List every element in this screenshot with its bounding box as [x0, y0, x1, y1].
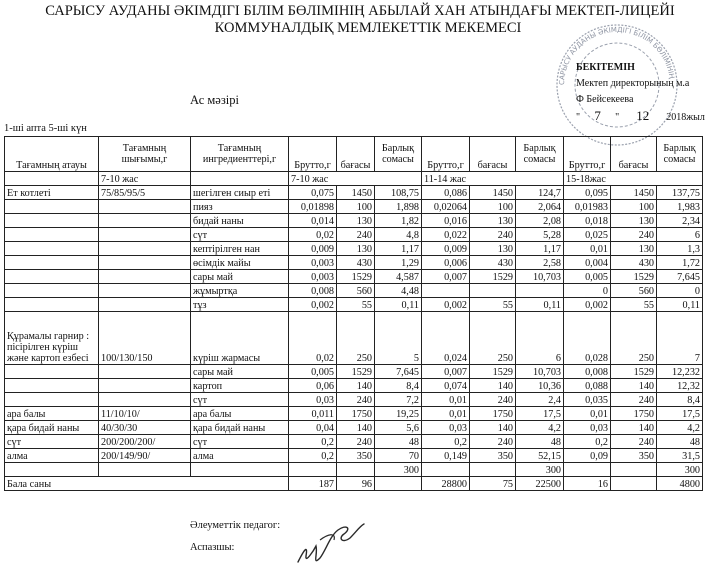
- age-group-row: [5, 172, 703, 186]
- signature-cook-label: Аспазшы:: [190, 542, 235, 553]
- table-cell: картоп: [191, 379, 289, 393]
- signature-pedagogue-label: Әлеуметтік педагог:: [190, 520, 281, 531]
- table-cell: 300: [657, 463, 703, 477]
- table-cell: [470, 463, 516, 477]
- table-cell: 0,025: [564, 228, 611, 242]
- table-cell: [5, 200, 99, 214]
- table-cell: 1450: [470, 186, 516, 200]
- table-cell: [289, 463, 337, 477]
- total-cell: 75: [470, 477, 516, 491]
- table-cell: [422, 284, 470, 298]
- table-cell: 0,01: [564, 407, 611, 421]
- table-cell: 250: [337, 312, 375, 365]
- table-cell: 430: [611, 256, 657, 270]
- table-cell: [99, 256, 191, 270]
- total-cell: [375, 477, 422, 491]
- table-cell: 7,645: [375, 365, 422, 379]
- table-cell: ара балы: [5, 407, 99, 421]
- table-cell: 240: [337, 228, 375, 242]
- table-cell: [422, 463, 470, 477]
- table-cell: 100: [470, 200, 516, 214]
- table-cell: 130: [611, 214, 657, 228]
- table-row: [5, 421, 703, 435]
- table-cell: 108,75: [375, 186, 422, 200]
- table-cell: сүт: [5, 435, 99, 449]
- table-cell: 140: [470, 421, 516, 435]
- table-cell: 140: [337, 379, 375, 393]
- table-cell: 0,086: [422, 186, 470, 200]
- table-cell: [99, 214, 191, 228]
- table-cell: 300: [375, 463, 422, 477]
- table-cell: [5, 284, 99, 298]
- table-cell: 1750: [337, 407, 375, 421]
- table-cell: 0,02: [289, 312, 337, 365]
- table-cell: [99, 365, 191, 379]
- table-cell: 250: [470, 312, 516, 365]
- table-cell: 0,003: [289, 256, 337, 270]
- table-cell: 0,007: [422, 270, 470, 284]
- date-year: 2018жыл: [666, 112, 705, 123]
- table-cell: 1,3: [657, 242, 703, 256]
- table-cell: 0,149: [422, 449, 470, 463]
- table-cell: 19,25: [375, 407, 422, 421]
- table-cell: [564, 463, 611, 477]
- table-cell: 0,088: [564, 379, 611, 393]
- table-cell: 0,009: [289, 242, 337, 256]
- table-cell: Құрамалы гарнир : пісірілген күріш және картоп езбесі: [5, 312, 99, 365]
- svg-text:САРЫСУ АУДАНЫ ӘКІМДІГІ БІЛІМ Б: САРЫСУ АУДАНЫ ӘКІМДІГІ БІЛІМ БӨЛІМІНІҢ: [557, 25, 676, 86]
- table-cell: 130: [470, 242, 516, 256]
- table-cell: 240: [470, 393, 516, 407]
- table-cell: 0,01: [564, 242, 611, 256]
- total-cell: 187: [289, 477, 337, 491]
- table-cell: 1,82: [375, 214, 422, 228]
- table-cell: 0,022: [422, 228, 470, 242]
- table-cell: 0,03: [564, 421, 611, 435]
- table-cell: 0,074: [422, 379, 470, 393]
- table-cell: 140: [611, 421, 657, 435]
- table-cell: 240: [611, 228, 657, 242]
- table-cell: 0,024: [422, 312, 470, 365]
- col-header: Барлық сомасы: [657, 137, 703, 172]
- table-cell: 8,4: [657, 393, 703, 407]
- table-cell: 48: [657, 435, 703, 449]
- table-cell: 137,75: [657, 186, 703, 200]
- table-cell: өсімдік майы: [191, 256, 289, 270]
- table-cell: 0,04: [289, 421, 337, 435]
- table-cell: 4,2: [516, 421, 564, 435]
- table-cell: 52,15: [516, 449, 564, 463]
- table-row: [5, 200, 703, 214]
- table-cell: 12,232: [657, 365, 703, 379]
- table-cell: 240: [470, 228, 516, 242]
- table-cell: 200/200/200/: [99, 435, 191, 449]
- header-line-1: САРЫСУ АУДАНЫ ӘКІМДІГІ БІЛІМ БӨЛІМІНІҢ АБЫЛАЙ ХАН АТЫНДАҒЫ МЕКТЕП-ЛИЦЕЙІ: [45, 3, 675, 19]
- table-cell: 55: [611, 298, 657, 312]
- age-cell: [191, 172, 289, 186]
- table-cell: 0,011: [289, 407, 337, 421]
- table-cell: 1529: [611, 365, 657, 379]
- col-header: Брутто,г: [564, 137, 611, 172]
- table-cell: [337, 463, 375, 477]
- table-cell: [611, 463, 657, 477]
- total-cell: Бала саны: [5, 477, 289, 491]
- table-cell: алма: [191, 449, 289, 463]
- table-cell: күріш жармасы: [191, 312, 289, 365]
- table-cell: [99, 270, 191, 284]
- table-cell: 300: [516, 463, 564, 477]
- table-cell: [5, 393, 99, 407]
- table-cell: [5, 270, 99, 284]
- total-cell: 22500: [516, 477, 564, 491]
- col-header: бағасы: [470, 137, 516, 172]
- table-cell: 1529: [337, 270, 375, 284]
- table-cell: 1,898: [375, 200, 422, 214]
- table-cell: 100/130/150: [99, 312, 191, 365]
- table-cell: 0,002: [422, 298, 470, 312]
- table-cell: 1529: [470, 270, 516, 284]
- table-cell: 560: [611, 284, 657, 298]
- approval-position: Мектеп директорының м.а: [576, 78, 690, 89]
- table-cell: 40/30/30: [99, 421, 191, 435]
- table-cell: [99, 200, 191, 214]
- table-cell: 130: [337, 242, 375, 256]
- table-cell: 0,02064: [422, 200, 470, 214]
- table-cell: 0,09: [564, 449, 611, 463]
- total-cell: 96: [337, 477, 375, 491]
- table-cell: 140: [611, 379, 657, 393]
- table-row: [5, 284, 703, 298]
- table-cell: 4,48: [375, 284, 422, 298]
- col-header: Тағамның шығымы,г: [99, 137, 191, 172]
- table-cell: 10,703: [516, 365, 564, 379]
- table-cell: 1450: [611, 186, 657, 200]
- table-cell: сүт: [191, 228, 289, 242]
- table-cell: 130: [470, 214, 516, 228]
- table-cell: 1750: [611, 407, 657, 421]
- table-cell: 240: [337, 393, 375, 407]
- table-row: [5, 435, 703, 449]
- table-cell: бидай наны: [191, 214, 289, 228]
- table-cell: сары май: [191, 365, 289, 379]
- table-row: [5, 407, 703, 421]
- table-cell: [5, 298, 99, 312]
- table-cell: 0,016: [422, 214, 470, 228]
- table-cell: 1,17: [516, 242, 564, 256]
- table-cell: 430: [337, 256, 375, 270]
- table-cell: 0,028: [564, 312, 611, 365]
- col-header: Брутто,г: [289, 137, 337, 172]
- table-cell: 560: [337, 284, 375, 298]
- total-cell: 4800: [657, 477, 703, 491]
- table-cell: 6: [516, 312, 564, 365]
- table-cell: 1450: [337, 186, 375, 200]
- table-cell: [99, 228, 191, 242]
- table-cell: 0,075: [289, 186, 337, 200]
- age-cell: 11-14 жас: [422, 172, 564, 186]
- age-cell: 15-18жас: [564, 172, 703, 186]
- table-cell: 2,58: [516, 256, 564, 270]
- table-cell: 2,4: [516, 393, 564, 407]
- table-cell: 10,703: [516, 270, 564, 284]
- table-cell: [99, 379, 191, 393]
- approval-date: [576, 110, 705, 124]
- table-cell: 0,03: [289, 393, 337, 407]
- table-cell: 0,11: [516, 298, 564, 312]
- table-cell: 1529: [611, 270, 657, 284]
- table-cell: 0,06: [289, 379, 337, 393]
- table-cell: 0,11: [375, 298, 422, 312]
- table-cell: 1,72: [657, 256, 703, 270]
- table-cell: 0,2: [564, 435, 611, 449]
- table-cell: [99, 242, 191, 256]
- table-cell: 1,17: [375, 242, 422, 256]
- table-cell: [99, 298, 191, 312]
- table-cell: 4,2: [657, 421, 703, 435]
- table-cell: 130: [337, 214, 375, 228]
- table-cell: 7: [657, 312, 703, 365]
- table-cell: 240: [611, 393, 657, 407]
- table-cell: 1,29: [375, 256, 422, 270]
- table-cell: 1529: [337, 365, 375, 379]
- table-cell: 5: [375, 312, 422, 365]
- table-cell: 140: [470, 379, 516, 393]
- table-row: [5, 256, 703, 270]
- table-cell: [99, 284, 191, 298]
- table-row: [5, 449, 703, 463]
- table-cell: 0,014: [289, 214, 337, 228]
- table-cell: сары май: [191, 270, 289, 284]
- table-row: [5, 214, 703, 228]
- table-cell: 12,32: [657, 379, 703, 393]
- table-cell: ара балы: [191, 407, 289, 421]
- table-row: [5, 270, 703, 284]
- table-cell: 124,7: [516, 186, 564, 200]
- menu-table-body: [5, 137, 703, 491]
- table-cell: [191, 463, 289, 477]
- total-cell: 16: [564, 477, 611, 491]
- date-day: 7: [594, 108, 601, 123]
- table-cell: 100: [611, 200, 657, 214]
- table-cell: 1750: [470, 407, 516, 421]
- table-cell: 8,4: [375, 379, 422, 393]
- table-cell: 6: [657, 228, 703, 242]
- table-cell: 0,01: [422, 393, 470, 407]
- col-header: Барлық сомасы: [516, 137, 564, 172]
- table-cell: 48: [375, 435, 422, 449]
- date-month: 12: [636, 108, 650, 123]
- table-cell: пияз: [191, 200, 289, 214]
- col-header: Тағамның ингредиенттері,г: [191, 137, 289, 172]
- table-row: [5, 463, 703, 477]
- date-quote-close: ": [615, 112, 620, 123]
- page-title: Ас мәзірі: [190, 93, 239, 107]
- table-cell: қара бидай наны: [191, 421, 289, 435]
- table-cell: 4,8: [375, 228, 422, 242]
- table-row: [5, 242, 703, 256]
- table-cell: 350: [337, 449, 375, 463]
- table-cell: 7,645: [657, 270, 703, 284]
- table-cell: 0: [564, 284, 611, 298]
- table-cell: 0,007: [422, 365, 470, 379]
- col-header: Брутто,г: [422, 137, 470, 172]
- table-cell: 1529: [470, 365, 516, 379]
- table-cell: [5, 256, 99, 270]
- table-cell: 0,2: [422, 435, 470, 449]
- table-cell: 5,28: [516, 228, 564, 242]
- table-cell: 0,002: [564, 298, 611, 312]
- table-cell: 0,035: [564, 393, 611, 407]
- table-cell: 0,005: [564, 270, 611, 284]
- table-cell: 0,006: [422, 256, 470, 270]
- age-cell: [5, 172, 99, 186]
- table-cell: алма: [5, 449, 99, 463]
- table-cell: 240: [337, 435, 375, 449]
- table-cell: 0,008: [289, 284, 337, 298]
- table-cell: 0,11: [657, 298, 703, 312]
- table-cell: 0: [657, 284, 703, 298]
- table-cell: 140: [337, 421, 375, 435]
- table-row: [5, 379, 703, 393]
- table-cell: 31,5: [657, 449, 703, 463]
- table-cell: сүт: [191, 435, 289, 449]
- table-cell: [5, 379, 99, 393]
- table-cell: 10,36: [516, 379, 564, 393]
- table-cell: 55: [470, 298, 516, 312]
- table-cell: 70: [375, 449, 422, 463]
- table-cell: 0,01: [422, 407, 470, 421]
- table-cell: 430: [470, 256, 516, 270]
- header-line-2: КОММУНАЛДЫҚ МЕМЛЕКЕТТІК МЕКЕМЕСІ: [214, 20, 522, 36]
- total-cell: 28800: [422, 477, 470, 491]
- table-cell: 350: [470, 449, 516, 463]
- table-row: [5, 228, 703, 242]
- table-cell: 11/10/10/: [99, 407, 191, 421]
- table-header-row: [5, 137, 703, 172]
- age-cell: 7-10 жас: [289, 172, 422, 186]
- table-cell: 48: [516, 435, 564, 449]
- handwritten-signature-icon: [290, 510, 370, 570]
- table-cell: [5, 228, 99, 242]
- menu-table: [4, 136, 703, 491]
- table-cell: 0,008: [564, 365, 611, 379]
- table-cell: 350: [611, 449, 657, 463]
- table-cell: 2,064: [516, 200, 564, 214]
- approval-name: Ф Бейсекеева: [576, 94, 634, 105]
- total-cell: [611, 477, 657, 491]
- total-row: [5, 477, 703, 491]
- table-cell: 240: [470, 435, 516, 449]
- table-cell: 4,587: [375, 270, 422, 284]
- table-cell: 55: [337, 298, 375, 312]
- table-cell: 7,2: [375, 393, 422, 407]
- table-cell: 0,005: [289, 365, 337, 379]
- date-quote-open: ": [576, 112, 581, 123]
- table-cell: тұз: [191, 298, 289, 312]
- table-cell: 0,004: [564, 256, 611, 270]
- table-cell: 0,018: [564, 214, 611, 228]
- table-cell: қара бидай наны: [5, 421, 99, 435]
- table-cell: Ет котлеті: [5, 186, 99, 200]
- table-cell: 0,095: [564, 186, 611, 200]
- table-cell: 0,003: [289, 270, 337, 284]
- table-cell: [5, 365, 99, 379]
- table-cell: 240: [611, 435, 657, 449]
- table-cell: 100: [337, 200, 375, 214]
- table-cell: 0,01898: [289, 200, 337, 214]
- table-cell: жұмыртқа: [191, 284, 289, 298]
- table-row: [5, 365, 703, 379]
- table-cell: 2,34: [657, 214, 703, 228]
- table-cell: [5, 242, 99, 256]
- table-cell: 0,2: [289, 435, 337, 449]
- table-cell: [516, 284, 564, 298]
- table-cell: [5, 214, 99, 228]
- table-cell: 0,03: [422, 421, 470, 435]
- table-row: [5, 298, 703, 312]
- table-row: [5, 312, 703, 365]
- table-cell: [5, 463, 99, 477]
- table-cell: [470, 284, 516, 298]
- table-cell: 0,02: [289, 228, 337, 242]
- table-row: [5, 393, 703, 407]
- table-cell: 5,6: [375, 421, 422, 435]
- table-cell: 130: [611, 242, 657, 256]
- table-cell: [99, 463, 191, 477]
- table-cell: [99, 393, 191, 407]
- col-header: бағасы: [337, 137, 375, 172]
- table-cell: 0,002: [289, 298, 337, 312]
- table-cell: 0,009: [422, 242, 470, 256]
- table-cell: кептірілген нан: [191, 242, 289, 256]
- table-cell: 17,5: [516, 407, 564, 421]
- table-cell: 17,5: [657, 407, 703, 421]
- col-header: Тағамның атауы: [5, 137, 99, 172]
- table-cell: 0,2: [289, 449, 337, 463]
- approval-title: БЕКІТЕМІН: [576, 62, 635, 73]
- col-header: бағасы: [611, 137, 657, 172]
- age-cell: 7-10 жас: [99, 172, 191, 186]
- table-cell: 200/149/90/: [99, 449, 191, 463]
- table-cell: 1,983: [657, 200, 703, 214]
- table-cell: 250: [611, 312, 657, 365]
- col-header: Барлық сомасы: [375, 137, 422, 172]
- week-label: 1-ші апта 5-ші күн: [4, 123, 87, 134]
- table-cell: шегілген сиыр еті: [191, 186, 289, 200]
- table-cell: 0,01983: [564, 200, 611, 214]
- table-cell: 75/85/95/5: [99, 186, 191, 200]
- table-cell: 2,08: [516, 214, 564, 228]
- table-cell: сүт: [191, 393, 289, 407]
- table-row: [5, 186, 703, 200]
